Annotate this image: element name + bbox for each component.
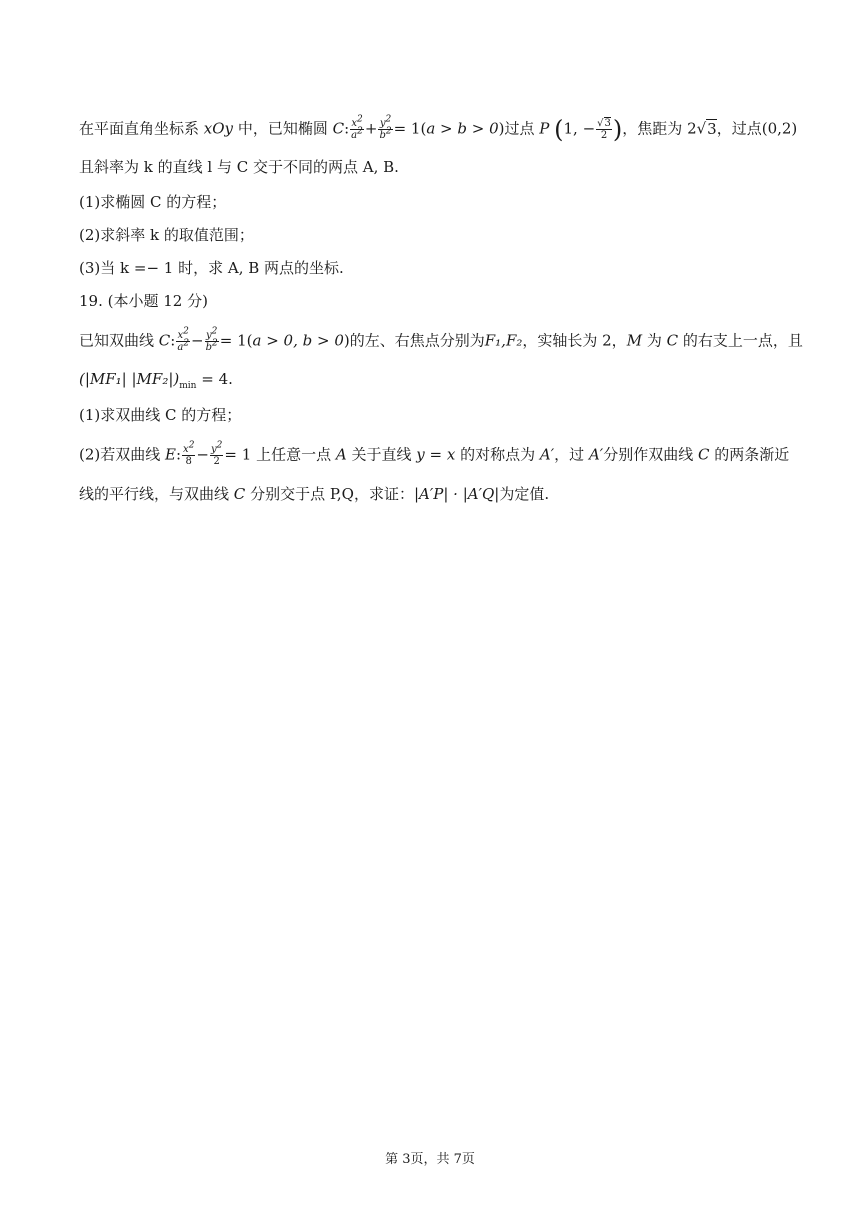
fraction-x2-a2: $\frac{x^2}{a^2}$ <box>177 326 190 353</box>
problem19-question2-line2 <box>79 484 782 504</box>
math-subscript: min <box>179 381 197 391</box>
math-curve-name: C <box>233 485 246 503</box>
problem18-question1: (1)求椭圆 C 的方程； <box>79 193 227 211</box>
math-foci: F₁,F₂ <box>484 331 523 350</box>
text-segment: 分别作双曲线 <box>603 445 694 464</box>
fraction-y2-b2: $\frac{y^2}{b^2}$ <box>205 326 218 353</box>
text-segment: 为定值. <box>499 485 550 503</box>
text-segment: 关于直线 <box>351 445 412 464</box>
text-segment: ，焦距为 2 <box>622 119 697 138</box>
equation-tail: = 1( <box>219 331 253 350</box>
text-segment: 线的平行线，与双曲线 <box>79 485 230 503</box>
problem18-line1: 在平面直角坐标系 xOy 中，已知椭圆 C: $\frac{x^2}{a^2}$ + $\frac{y^2}{b^2}$ = 1(a > b > 0)过点 P (1, − $\frac{√3}{2}$ )，焦距为 2√3，过点(0,2) <box>79 114 798 144</box>
fraction-y2-b2: $\frac{y^2}{b^2}$ <box>379 114 392 141</box>
math-point-a-prime: A′ <box>588 445 604 464</box>
math-curve-name: C <box>666 331 679 350</box>
page-footer: 第 3页，共 7页 <box>385 1152 475 1167</box>
text-segment: 上任意一点 <box>256 445 332 464</box>
problem19-line2 <box>79 369 782 389</box>
math-curve-name: C <box>698 445 710 464</box>
fraction-sqrt3-2: $\frac{√3}{2}$ <box>597 118 611 141</box>
problem19-question1: (1)求双曲线 C 的方程； <box>79 406 242 424</box>
text-segment: 的两条渐近 <box>714 445 790 464</box>
text-segment: (2)若双曲线 <box>79 445 161 464</box>
text-segment: 的对称点为 <box>460 445 536 464</box>
point-coordinate: 1, − <box>563 119 596 138</box>
text-segment: 在平面直角坐标系 <box>79 119 200 138</box>
text-segment: 分别交于点 P,Q，求证： <box>250 485 414 503</box>
text-segment: 为 <box>646 331 662 350</box>
equation-tail: = 1( <box>393 119 427 138</box>
text-segment: 中，已知椭圆 <box>237 119 328 138</box>
problem18-line2: 且斜率为 k 的直线 l 与 C 交于不同的两点 A, B. <box>79 158 399 176</box>
problem18-question2: (2)求斜率 k 的取值范围； <box>79 226 254 244</box>
math-curve-name: C <box>332 119 345 138</box>
equation-tail: = 1 <box>224 445 252 464</box>
math-point-m: M <box>626 331 643 350</box>
math-expression: |A′P| · |A′Q| <box>413 485 500 503</box>
problem18-question3: (3)当 k =− 1 时，求 A, B 两点的坐标. <box>79 259 344 277</box>
math-point-a: A <box>335 445 347 464</box>
text-segment: )过点 <box>498 119 535 138</box>
fraction-y2-2: $\frac{y^2}{2}$ <box>211 440 223 467</box>
text-segment: ，过 <box>554 445 585 464</box>
math-curve-name: E <box>165 445 176 464</box>
math-point-p: P <box>539 119 550 138</box>
text-segment: 已知双曲线 <box>79 331 155 350</box>
problem19-line1: 已知双曲线 C: $\frac{x^2}{a^2}$ − $\frac{y^2}{b^2}$ = 1(a > 0, b > 0)的左、右焦点分别为F₁,F₂，实轴长为 2，M 为 C 的右支上一点，且 <box>79 326 803 353</box>
problem19-question2-line1: (2)若双曲线 E: $\frac{x^2}{8}$ − $\frac{y^2}{2}$ = 1 上任意一点 A 关于直线 y = x 的对称点为 A′，过 A′分别作双曲线 C 的两条渐近 <box>79 440 790 467</box>
equation-tail: = 4. <box>201 370 233 388</box>
fraction-x2-8: $\frac{x^2}{8}$ <box>183 440 195 467</box>
math-condition: a > 0, b > 0 <box>252 331 344 350</box>
text-segment: )的左、右焦点分别为 <box>343 331 485 350</box>
math-coord-system: xOy <box>203 119 234 138</box>
text-segment: 的右支上一点，且 <box>682 331 803 350</box>
text-segment: ，过点(0,2) <box>716 119 798 138</box>
math-line-equation: y = x <box>416 445 456 464</box>
math-curve-name: C <box>158 331 171 350</box>
fraction-x2-a2: $\frac{x^2}{a^2}$ <box>351 114 363 141</box>
math-expression: (|MF₁| |MF₂|) <box>79 370 180 388</box>
math-condition: a > b > 0 <box>426 119 499 138</box>
math-point-a-prime: A′ <box>539 445 555 464</box>
text-segment: ，实轴长为 2， <box>522 331 627 350</box>
problem19-header: 19. (本小题 12 分) <box>79 292 208 310</box>
